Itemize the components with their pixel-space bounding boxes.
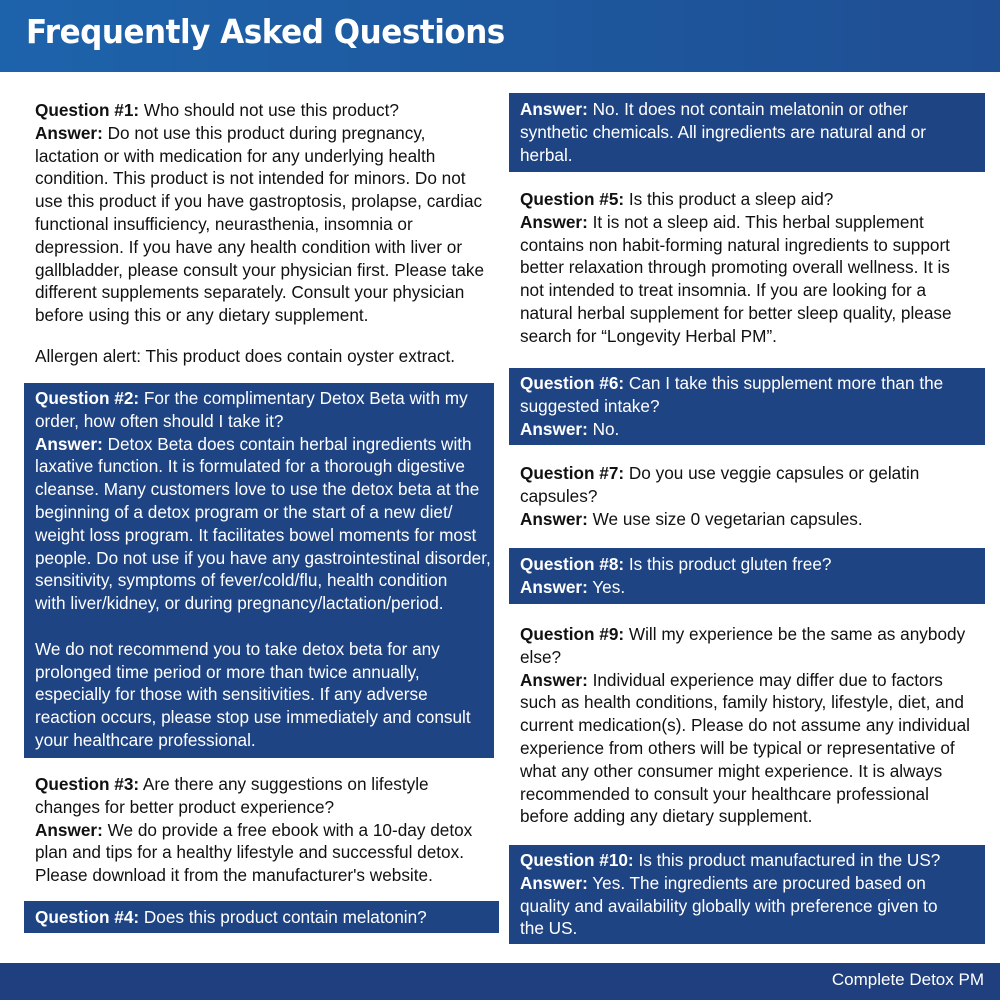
faq-text: We do not recommend you to take detox beta for any <box>35 638 440 659</box>
header-banner <box>0 0 1000 72</box>
faq-text: Yes. The ingredients are procured based on <box>587 872 926 893</box>
faq-highlight-box <box>509 368 985 445</box>
faq-text: suggested intake? <box>520 395 660 416</box>
faq-line <box>35 410 494 433</box>
faq-text: people. Do not use if you have any gastrointestinal disorder, <box>35 547 491 568</box>
page-title: Frequently Asked Questions <box>26 12 505 51</box>
faq-text: reaction occurs, please stop use immediately and consult <box>35 707 471 728</box>
faq-line <box>520 302 985 325</box>
faq-text: Are there any suggestions on lifestyle <box>139 774 429 794</box>
faq-label: Question #9: <box>520 624 625 644</box>
faq-line <box>520 849 985 872</box>
faq-line <box>520 646 985 669</box>
faq-line <box>35 99 494 122</box>
faq-line <box>35 706 494 729</box>
faq-text: Does this product contain melatonin? <box>139 907 427 927</box>
faq-line <box>35 213 494 236</box>
faq-line <box>35 190 494 213</box>
faq-line <box>35 773 494 796</box>
faq-label: Answer: <box>520 508 588 529</box>
faq-line <box>35 615 494 638</box>
faq-text: what any other consumer might experience. It is always <box>520 760 943 781</box>
faq-text: experience from others will be typical or representative of <box>520 737 955 758</box>
faq-text: before using this or any dietary supplement. <box>35 305 369 326</box>
faq-line <box>520 737 985 760</box>
faq-label: Question #2: <box>35 388 140 408</box>
faq-line <box>35 683 494 706</box>
faq-label: Question #6: <box>520 373 625 393</box>
faq-label: Answer: <box>35 122 103 143</box>
faq-text: changes for better product experience? <box>35 796 335 817</box>
faq-label: Question #8: <box>520 554 625 574</box>
faq-text: prolonged time period or more than twice annually, <box>35 661 420 682</box>
faq-text: order, how often should I take it? <box>35 410 284 431</box>
faq-line <box>35 281 494 304</box>
faq-block <box>24 345 494 368</box>
faq-block <box>509 462 985 530</box>
faq-text: beginning of a detox program or the start of a new diet/ <box>35 501 453 522</box>
faq-text: Will my experience be the same as anybody <box>624 624 966 644</box>
faq-text: lactation or with medication for any underlying health <box>35 145 436 166</box>
faq-line <box>520 372 985 395</box>
faq-line <box>35 569 494 592</box>
faq-label: Question #1: <box>35 100 140 120</box>
faq-label: Answer: <box>520 99 588 119</box>
faq-line <box>520 279 985 302</box>
faq-text: laxative function. It is formulated for a thorough digestive <box>35 456 465 477</box>
faq-text: Is this product a sleep aid? <box>624 189 834 209</box>
faq-text: gallbladder, please consult your physician first. Please take <box>35 259 485 280</box>
faq-highlight-box <box>24 901 499 933</box>
faq-text: Individual experience may differ due to factors <box>587 669 943 690</box>
faq-text: Do you use veggie capsules or gelatin <box>624 463 920 483</box>
faq-text: depression. If you have any health condition with liver or <box>35 236 463 257</box>
faq-label: Answer: <box>35 819 103 840</box>
faq-text: Yes. <box>587 576 626 597</box>
faq-label: Answer: <box>520 872 588 893</box>
faq-text: Do not use this product during pregnancy, <box>102 122 426 143</box>
faq-text: sensitivity, symptoms of fever/cold/flu, health condition <box>35 570 448 591</box>
faq-text: synthetic chemicals. All ingredients are natural and or <box>520 121 927 142</box>
faq-text: plan and tips for a healthy lifestyle and successful detox. <box>35 842 464 863</box>
faq-line <box>35 345 494 368</box>
faq-line <box>520 576 985 599</box>
faq-text: capsules? <box>520 485 598 506</box>
faq-text: current medication(s). Please do not assume any individual <box>520 715 970 736</box>
faq-line <box>520 485 985 508</box>
faq-text: Who should not use this product? <box>139 100 399 120</box>
faq-highlight-box <box>509 93 985 172</box>
faq-text: not intended to treat insomnia. If you are looking for a <box>520 280 927 301</box>
faq-text: functional insufficiency, neurasthenia, insomnia or <box>35 213 413 234</box>
faq-line <box>520 669 985 692</box>
faq-text: We do provide a free ebook with a 10-day detox <box>102 819 473 840</box>
faq-line <box>520 623 985 646</box>
faq-line <box>520 98 985 121</box>
faq-label: Question #4: <box>35 907 140 927</box>
faq-text: herbal. <box>520 144 573 165</box>
faq-label: Answer: <box>35 433 103 454</box>
faq-line <box>35 433 494 456</box>
faq-text: contains non habit-forming natural ingredients to support <box>520 234 950 255</box>
faq-text: different supplements separately. Consult your physician <box>35 282 465 303</box>
faq-text: Is this product manufactured in the US? <box>633 850 941 870</box>
faq-line <box>35 145 494 168</box>
faq-text: recommended to consult your healthcare professional <box>520 783 929 804</box>
faq-line <box>520 714 985 737</box>
faq-text: natural herbal supplement for better sleep quality, please <box>520 302 952 323</box>
faq-text: quality and availability globally with preference given to <box>520 895 938 916</box>
faq-line <box>35 661 494 684</box>
faq-line <box>35 864 494 887</box>
faq-text: cleanse. Many customers love to use the detox beta at the <box>35 479 480 500</box>
faq-line <box>520 256 985 279</box>
faq-block <box>24 99 494 327</box>
faq-text: No. It does not contain melatonin or other <box>587 99 908 119</box>
faq-line <box>35 387 494 410</box>
faq-line <box>520 895 985 918</box>
faq-line <box>35 592 494 615</box>
faq-line <box>35 906 499 929</box>
faq-text: condition. This product is not intended for minors. Do not <box>35 168 466 189</box>
faq-line <box>520 691 985 714</box>
faq-text: Is this product gluten free? <box>624 554 832 574</box>
faq-line <box>35 729 494 752</box>
faq-line <box>35 796 494 819</box>
faq-line <box>35 501 494 524</box>
faq-label: Question #3: <box>35 774 140 794</box>
faq-text: with liver/kidney, or during pregnancy/lactation/period. <box>35 593 444 614</box>
faq-line <box>520 211 985 234</box>
faq-label: Answer: <box>520 576 588 597</box>
faq-highlight-box <box>509 548 985 604</box>
faq-label: Answer: <box>520 418 588 439</box>
faq-line <box>520 783 985 806</box>
faq-text: the US. <box>520 918 578 939</box>
faq-line <box>520 508 985 531</box>
faq-highlight-box <box>24 383 494 758</box>
faq-line <box>35 819 494 842</box>
faq-text: It is not a sleep aid. This herbal supplement <box>587 211 924 232</box>
faq-line <box>35 524 494 547</box>
product-name: Complete Detox PM <box>831 970 984 989</box>
faq-line <box>520 188 985 211</box>
faq-line <box>35 455 494 478</box>
faq-label: Question #7: <box>520 463 625 483</box>
faq-line <box>35 547 494 570</box>
faq-line <box>520 553 985 576</box>
faq-text: No. <box>587 418 620 439</box>
faq-line <box>35 236 494 259</box>
faq-line <box>35 304 494 327</box>
faq-label: Question #10: <box>520 850 634 870</box>
faq-label: Question #5: <box>520 189 625 209</box>
faq-label: Answer: <box>520 669 588 690</box>
faq-line <box>520 760 985 783</box>
faq-line <box>520 121 985 144</box>
faq-line <box>520 462 985 485</box>
faq-text: weight loss program. It facilitates bowel moments for most <box>35 524 477 545</box>
faq-line <box>520 805 985 828</box>
faq-text: Can I take this supplement more than the <box>624 373 944 393</box>
faq-text: For the complimentary Detox Beta with my <box>139 388 468 408</box>
faq-block <box>509 188 985 348</box>
faq-line <box>520 418 985 441</box>
faq-text: Detox Beta does contain herbal ingredients with <box>102 433 472 454</box>
faq-text: use this product if you have gastroptosis, prolapse, cardiac <box>35 191 483 212</box>
faq-text: especially for those with sensitivities. If any adverse <box>35 684 428 705</box>
footer-banner <box>0 963 1000 1000</box>
faq-text: search for “Longevity Herbal PM”. <box>520 325 777 346</box>
faq-block <box>24 773 494 887</box>
faq-line <box>35 638 494 661</box>
faq-text: better relaxation through promoting overall wellness. It is <box>520 257 950 278</box>
faq-text: We use size 0 vegetarian capsules. <box>587 508 863 529</box>
faq-line <box>520 144 985 167</box>
faq-text: your healthcare professional. <box>35 729 256 750</box>
faq-line <box>520 395 985 418</box>
faq-line <box>35 841 494 864</box>
faq-line <box>35 478 494 501</box>
faq-text: Please download it from the manufacturer's website. <box>35 865 433 886</box>
faq-line <box>35 122 494 145</box>
faq-line <box>520 234 985 257</box>
faq-line <box>520 872 985 895</box>
faq-text: else? <box>520 646 562 667</box>
faq-highlight-box <box>509 845 985 944</box>
faq-text: Allergen alert: This product does contain oyster extract. <box>35 346 456 366</box>
faq-text: such as health conditions, family history, lifestyle, diet, and <box>520 692 964 713</box>
faq-line <box>520 325 985 348</box>
faq-text: before adding any dietary supplement. <box>520 806 813 827</box>
faq-label: Answer: <box>520 211 588 232</box>
faq-line <box>520 917 985 940</box>
faq-block <box>509 623 985 828</box>
faq-line <box>35 259 494 282</box>
faq-line <box>35 167 494 190</box>
